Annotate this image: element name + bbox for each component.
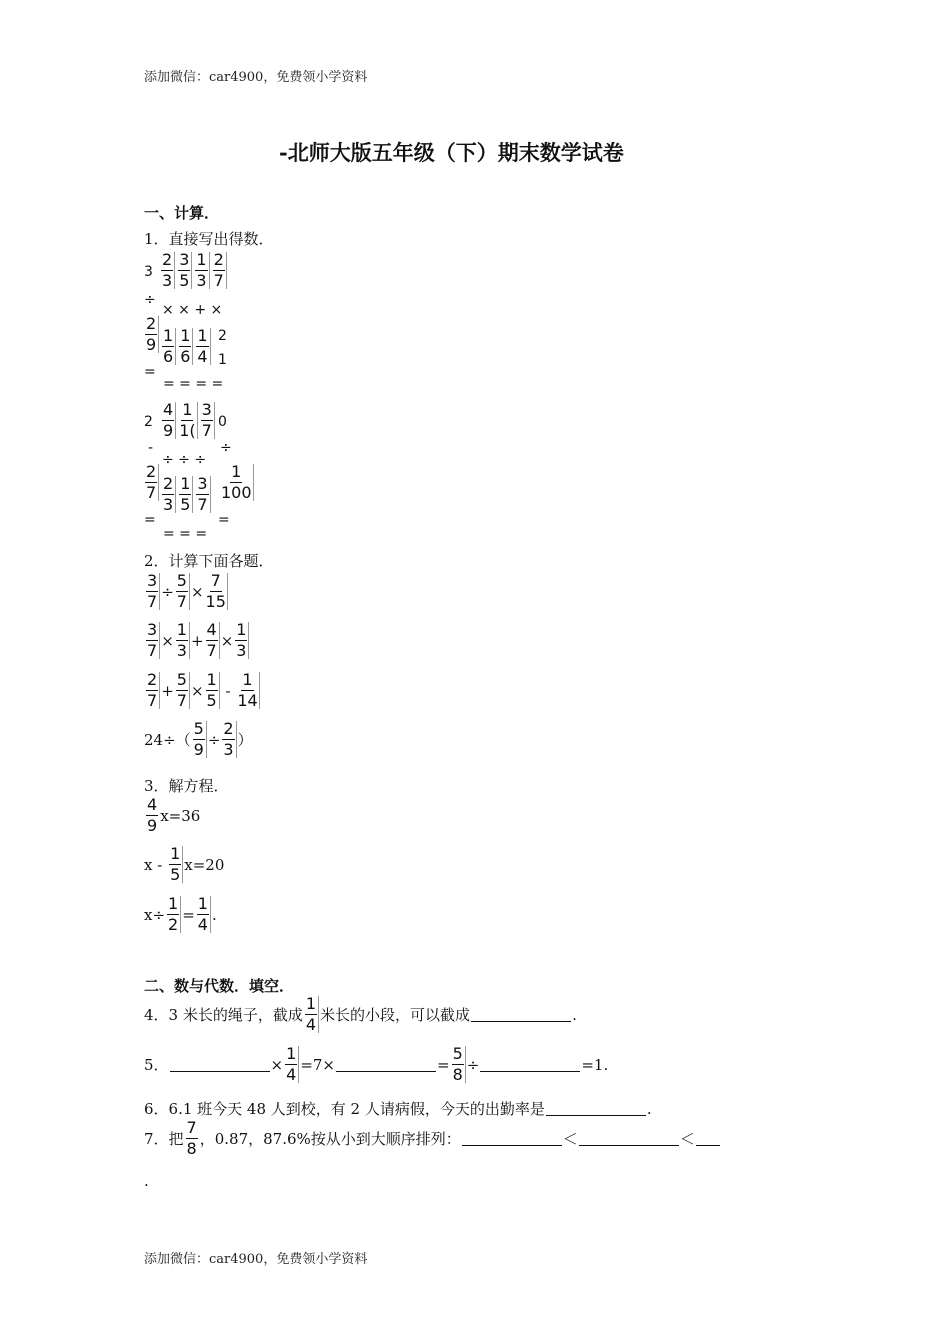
- grid-text: =: [144, 512, 156, 528]
- page-footer: 添加微信：car4900，免费领小学资料: [144, 1252, 368, 1267]
- grid-fraction: $\frac{2}{9}$: [143, 316, 160, 353]
- grid-text: =: [218, 512, 230, 528]
- grid-text: = = =: [163, 526, 208, 542]
- fraction: $\frac{2}{7}$: [212, 252, 227, 289]
- grid-fraction-row: $\frac{4}{9}$ $\frac{1}{1(}$ $\frac{3}{7}$: [160, 402, 216, 439]
- question-7: 7．把 $\frac{7}{8}$ ，0.87，87.6%按从小到大顺序排列： ＜ ＜: [144, 1120, 721, 1157]
- grid-text: ÷ ÷ ÷: [162, 452, 207, 468]
- grid-text: ÷: [220, 440, 232, 456]
- fraction: $\frac{3}{5}$: [177, 252, 192, 289]
- fraction: $\frac{1}{3}$: [194, 252, 209, 289]
- answer-blank[interactable]: [471, 1007, 571, 1022]
- grid-fraction-row: $\frac{2}{3}$ $\frac{1}{5}$ $\frac{3}{7}$: [160, 476, 212, 513]
- grid-text: -: [148, 440, 154, 456]
- q2-expression-4: 24÷（ $\frac{5}{9}$ ÷ $\frac{2}{3}$ ）: [144, 719, 253, 759]
- question-7-continuation: .: [144, 1172, 149, 1190]
- grid-fraction-row: $\frac{1}{6}$ $\frac{1}{6}$ $\frac{1}{4}$: [160, 328, 212, 365]
- section-2-heading: 二、数与代数．填空．: [144, 977, 295, 995]
- question-2-label: 2．计算下面各题．: [144, 552, 274, 570]
- equation-1: $\frac{4}{9}$ x=36: [147, 795, 201, 835]
- question-6: 6．6.1 班今天 48 人到校，有 2 人请病假，今天的出勤率是 .: [144, 1099, 652, 1118]
- grid-fraction: $\frac{2}{7}$: [143, 464, 160, 501]
- answer-blank[interactable]: [546, 1101, 646, 1116]
- grid-fraction-row: [159, 252, 228, 289]
- grid-text: =: [144, 364, 156, 380]
- grid-text: 2: [218, 328, 227, 344]
- grid-text: 2: [144, 414, 153, 430]
- grid-text: × × + ×: [162, 302, 223, 318]
- question-4: 4．3 米长的绳子，截成 $\frac{1}{4}$ 米长的小段，可以截成 .: [144, 994, 577, 1034]
- page-title: -北师大版五年级（下）期末数学试卷: [279, 140, 624, 165]
- fraction: $\frac{2}{3}$: [160, 252, 175, 289]
- answer-blank[interactable]: [170, 1057, 270, 1072]
- q2-expression-2: $\frac{3}{7}$ × $\frac{1}{3}$ + $\frac{4}{7}$ × $\frac{1}{3}$: [144, 622, 250, 659]
- equation-3: x÷ $\frac{1}{2}$ = $\frac{1}{4}$ .: [144, 894, 217, 934]
- grid-fraction: $\frac{1}{100}$: [221, 462, 252, 502]
- section-1-heading: 一、计算．: [144, 204, 220, 222]
- question-3-label: 3．解方程．: [144, 777, 229, 795]
- answer-blank[interactable]: [336, 1057, 436, 1072]
- grid-text: = = = =: [163, 376, 224, 392]
- q2-expression-3: $\frac{2}{7}$ + $\frac{5}{7}$ × $\frac{1}{5}$ - $\frac{1}{14}$: [147, 670, 258, 710]
- grid-text: 0: [218, 414, 227, 430]
- page-header: 添加微信：car4900，免费领小学资料: [144, 70, 368, 85]
- answer-blank[interactable]: [462, 1131, 562, 1146]
- grid-text: 3: [144, 264, 153, 280]
- q2-expression-1: $\frac{3}{7}$ ÷ $\frac{5}{7}$ × $\frac{7}{15}$: [147, 571, 226, 611]
- grid-text: 1: [218, 352, 227, 368]
- question-5: 5． × $\frac{1}{4}$ =7× = $\frac{5}{8}$ ÷ =1.: [144, 1044, 609, 1084]
- answer-blank[interactable]: [696, 1131, 720, 1146]
- answer-blank[interactable]: [579, 1131, 679, 1146]
- equation-2: x - $\frac{1}{5}$ x=20: [144, 844, 225, 884]
- grid-text: ÷: [144, 292, 156, 308]
- answer-blank[interactable]: [480, 1057, 580, 1072]
- question-1-label: 1．直接写出得数．: [144, 230, 274, 248]
